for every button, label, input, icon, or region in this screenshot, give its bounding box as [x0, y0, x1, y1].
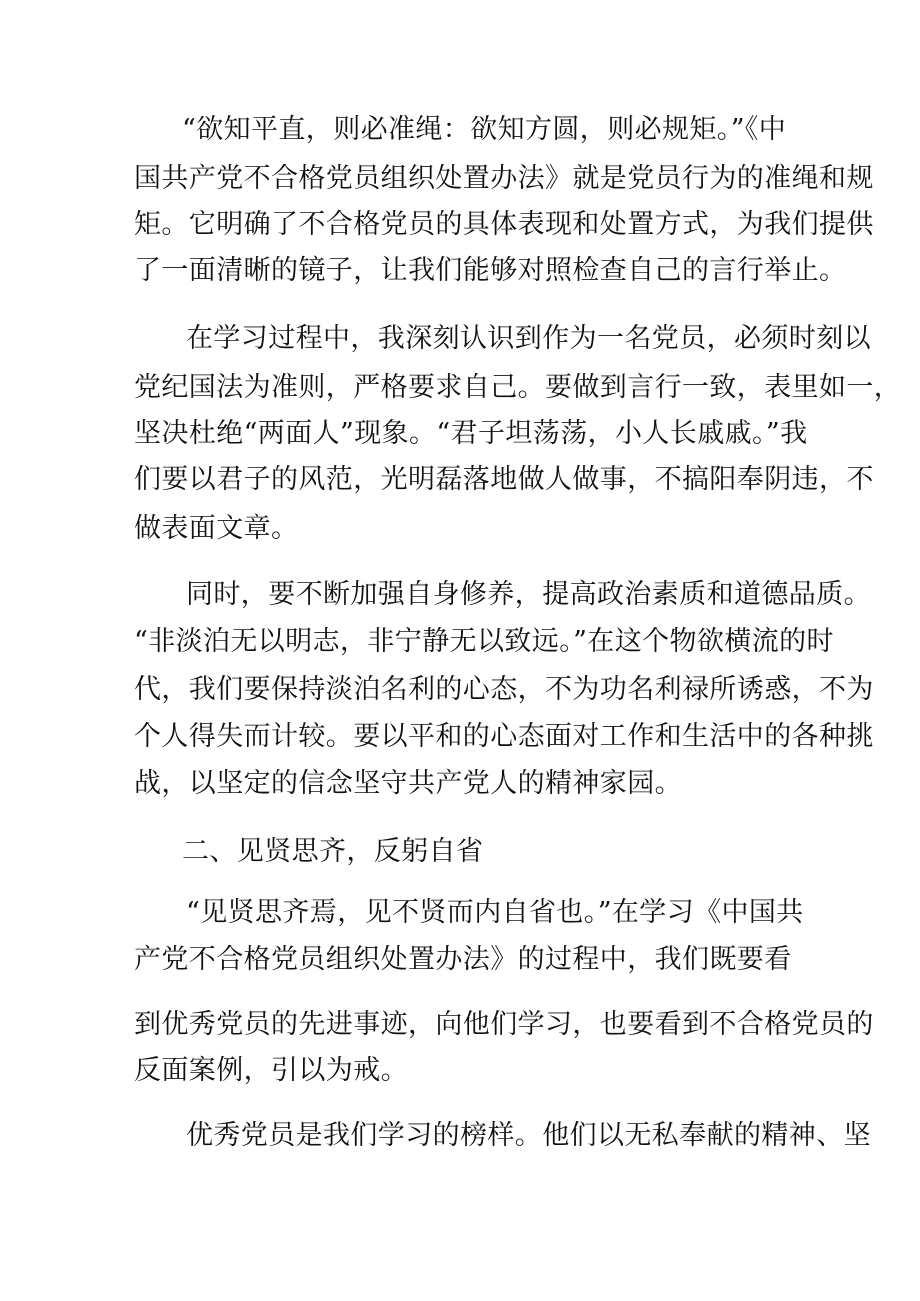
- paragraph-1-line-4: 了一面清晰的镜子，让我们能够对照检查自己的言行举止。: [134, 255, 847, 286]
- section-heading: 二、见贤思齐，反躬自省: [182, 836, 484, 867]
- paragraph-3-line-5: 战，以坚定的信念坚守共产党人的精神家园。: [134, 768, 682, 799]
- paragraph-1-line-1: “欲知平直，则必准绳：欲知方圆，则必规矩。”《中: [182, 114, 787, 145]
- paragraph-2-line-2: 党纪国法为准则，严格要求自己。要做到言行一致，表里如一，: [134, 372, 902, 403]
- paragraph-3-line-2: “非淡泊无以明志，非宁静无以致远。”在这个物欲横流的时: [134, 626, 834, 657]
- paragraph-1-line-3: 矩。它明确了不合格党员的具体表现和处置方式，为我们提供: [134, 209, 874, 240]
- paragraph-2-line-1: 在学习过程中，我深刻认识到作为一名党员，必须时刻以: [186, 323, 871, 354]
- paragraph-1-line-2: 国共产党不合格党员组织处置办法》就是党员行为的准绳和规: [134, 163, 874, 194]
- paragraph-4-line-3: 到优秀党员的先进事迹，向他们学习，也要看到不合格党员的: [134, 1009, 874, 1040]
- paragraph-2-line-5: 做表面文章。: [134, 513, 299, 544]
- paragraph-3-line-1: 同时，要不断加强自身修养，提高政治素质和道德品质。: [186, 579, 871, 610]
- paragraph-5-line-1: 优秀党员是我们学习的榜样。他们以无私奉献的精神、坚: [186, 1120, 871, 1151]
- paragraph-4-line-1: “见贤思齐焉，见不贤而内自省也。”在学习《中国共: [186, 897, 804, 928]
- paragraph-2-line-3: 坚决杜绝“两面人”现象。“君子坦荡荡，小人长戚戚。”我: [134, 418, 808, 449]
- paragraph-4-line-2: 产党不合格党员组织处置办法》的过程中，我们既要看: [134, 944, 792, 975]
- paragraph-3-line-3: 代，我们要保持淡泊名利的心态，不为功名利禄所诱惑，不为: [134, 674, 874, 705]
- paragraph-3-line-4: 个人得失而计较。要以平和的心态面对工作和生活中的各种挑: [134, 721, 874, 752]
- paragraph-4-line-4: 反面案例，引以为戒。: [134, 1055, 408, 1086]
- paragraph-2-line-4: 们要以君子的风范，光明磊落地做人做事，不搞阳奉阴违，不: [134, 464, 874, 495]
